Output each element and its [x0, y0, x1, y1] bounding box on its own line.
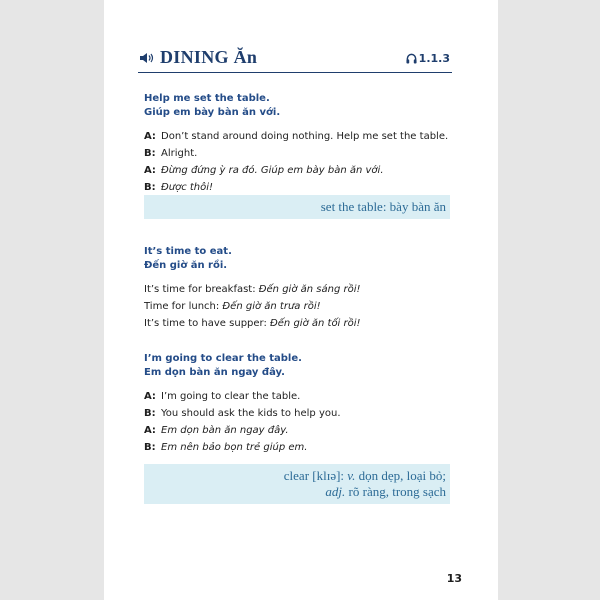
phrase-vi: Đến giờ ăn trưa rồi!	[222, 301, 321, 312]
phrase-vi: Đến giờ ăn tối rồi!	[270, 318, 361, 329]
line-text: Em dọn bàn ăn ngay đây.	[161, 425, 289, 436]
speaker-label: B:	[144, 442, 156, 453]
line-text: Được thôi!	[161, 182, 214, 193]
line-text: You should ask the kids to help you.	[161, 408, 341, 419]
dialogue-line	[144, 388, 454, 405]
speaker-label: B:	[144, 182, 156, 193]
phrase-line	[144, 281, 454, 298]
phrase-en: It’s time to have supper:	[144, 318, 271, 329]
heading-vi: Đến giờ ăn rồi.	[144, 260, 228, 271]
heading-en: I’m going to clear the table.	[144, 353, 302, 364]
page-title: DINING Ăn	[160, 47, 258, 67]
phrase-en: It’s time for breakfast:	[144, 284, 259, 295]
dialogue-line	[144, 422, 454, 439]
vocab-meaning: dọn dẹp, loại bỏ;	[355, 468, 446, 483]
audio-track	[406, 52, 450, 65]
vocab-box-set-the-table	[144, 195, 450, 219]
vocab-box-clear	[144, 464, 450, 504]
phrase-vi: Đến giờ ăn sáng rồi!	[258, 284, 361, 295]
track-number: 1.1.3	[418, 52, 450, 65]
speaker-label: A:	[144, 425, 156, 436]
vocab-line-2	[144, 484, 446, 500]
speaker-label: B:	[144, 148, 156, 159]
vocab-meaning: rõ ràng, trong sạch	[345, 484, 446, 499]
vocab-pos: adj.	[325, 484, 346, 499]
phrase-line	[144, 315, 454, 332]
line-text: Đừng đứng ỳ ra đó. Giúp em bày bàn ăn với.	[161, 165, 384, 176]
heading-vi: Giúp em bày bàn ăn với.	[144, 107, 281, 118]
phrase-line	[144, 298, 454, 315]
speaker-icon	[140, 52, 154, 64]
vocab-text: set the table: bày bàn ăn	[320, 199, 446, 214]
headphones-icon	[406, 53, 417, 64]
line-text: Alright.	[161, 148, 198, 159]
speaker-label: B:	[144, 408, 156, 419]
book-page	[104, 0, 498, 600]
dialogue-section-1	[144, 92, 454, 196]
speaker-label: A:	[144, 391, 156, 402]
phrase-section-2	[144, 245, 454, 332]
line-text: I’m going to clear the table.	[161, 391, 301, 402]
heading-en: It’s time to eat.	[144, 246, 232, 257]
dialogue-section-3	[144, 352, 454, 456]
speaker-label: A:	[144, 131, 156, 142]
dialogue-line	[144, 128, 454, 145]
dialogue-line	[144, 405, 454, 422]
line-text: Don’t stand around doing nothing. Help me set the table.	[161, 131, 449, 142]
heading-vi: Em dọn bàn ăn ngay đây.	[144, 367, 285, 378]
dialogue-line	[144, 179, 454, 196]
phrase-en: Time for lunch:	[144, 301, 223, 312]
vocab-pos: v.	[347, 468, 356, 483]
dialogue-line	[144, 439, 454, 456]
speaker-label: A:	[144, 165, 156, 176]
vocab-word: clear [klɪə]:	[283, 468, 348, 483]
vocab-line-1	[144, 468, 446, 484]
dialogue-line	[144, 162, 454, 179]
page-number: 13	[446, 572, 462, 585]
section-header	[138, 46, 452, 73]
dialogue-line	[144, 145, 454, 162]
heading-en: Help me set the table.	[144, 93, 270, 104]
line-text: Em nên bảo bọn trẻ giúp em.	[161, 442, 308, 453]
